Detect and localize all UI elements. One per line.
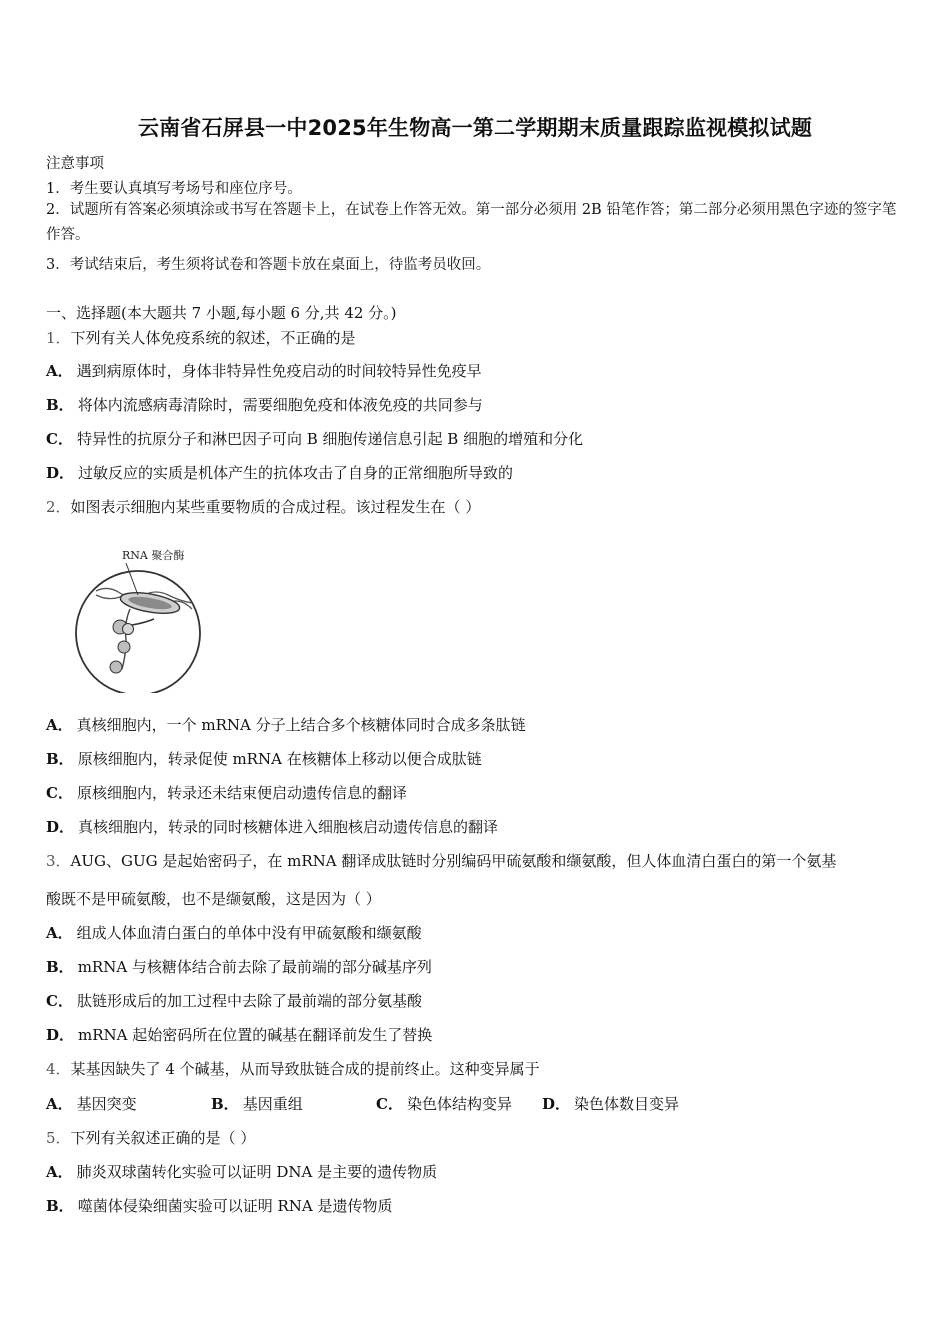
question-stem: 下列有关叙述正确的是（ ） bbox=[70, 1129, 256, 1147]
option-text: mRNA 起始密码所在位置的碱基在翻译前发生了替换 bbox=[78, 1026, 433, 1044]
option-text: 肽链形成后的加工过程中去除了最前端的部分氨基酸 bbox=[76, 992, 422, 1010]
question-number: 2． bbox=[46, 498, 71, 516]
option-text: 肺炎双球菌转化实验可以证明 DNA 是主要的遗传物质 bbox=[76, 1163, 438, 1181]
question-number: 4． bbox=[46, 1060, 71, 1078]
question-4 bbox=[46, 1058, 540, 1079]
option-label: C． bbox=[46, 784, 73, 802]
transcription-figure bbox=[68, 543, 208, 693]
option-text: 真核细胞内，转录的同时核糖体进入细胞核启动遗传信息的翻译 bbox=[78, 818, 499, 836]
option-label: B． bbox=[46, 1197, 74, 1215]
option-label: C． bbox=[46, 992, 73, 1010]
option-label: A． bbox=[46, 1095, 73, 1113]
figure-label: RNA 聚合酶 bbox=[122, 549, 185, 562]
q2-option-b[interactable] bbox=[46, 748, 482, 769]
notice-item-3: 3．考试结束后，考生须将试卷和答题卡放在桌面上，待监考员收回。 bbox=[46, 257, 491, 273]
option-label: D． bbox=[46, 818, 75, 836]
label-pointer bbox=[126, 563, 138, 595]
question-5 bbox=[46, 1127, 255, 1148]
q4-option-b[interactable] bbox=[211, 1093, 376, 1114]
question-number: 1． bbox=[46, 329, 71, 347]
ribosome-shape bbox=[118, 641, 130, 653]
q4-option-a[interactable] bbox=[46, 1093, 211, 1114]
page-title: 云南省石屏县一中2025年生物高一第二学期期末质量跟踪监视模拟试题 bbox=[137, 116, 813, 140]
q5-option-b[interactable] bbox=[46, 1195, 392, 1216]
section-heading: 一、选择题(本大题共 7 小题,每小题 6 分,共 42 分。) bbox=[46, 304, 397, 322]
option-label: C． bbox=[46, 430, 73, 448]
ribosome-shape bbox=[110, 661, 122, 673]
option-label: A． bbox=[46, 362, 73, 380]
question-stem: 如图表示细胞内某些重要物质的合成过程。该过程发生在（ ） bbox=[70, 498, 481, 516]
option-label: D． bbox=[46, 464, 75, 482]
option-label: A． bbox=[46, 716, 73, 734]
cell-outline bbox=[76, 571, 200, 693]
option-text: 过敏反应的实质是机体产生的抗体攻击了自身的正常细胞所导致的 bbox=[78, 464, 514, 482]
q5-option-a[interactable] bbox=[46, 1161, 437, 1182]
option-text: 真核细胞内，一个 mRNA 分子上结合多个核糖体同时合成多条肽链 bbox=[76, 716, 526, 734]
option-text: 组成人体血清白蛋白的单体中没有甲硫氨酸和缬氨酸 bbox=[76, 924, 422, 942]
q2-option-a[interactable] bbox=[46, 714, 526, 735]
option-label: B． bbox=[211, 1095, 239, 1113]
option-label: C． bbox=[376, 1095, 403, 1113]
option-text: 遇到病原体时，身体非特异性免疫启动的时间较特异性免疫早 bbox=[76, 362, 482, 380]
question-2 bbox=[46, 496, 480, 517]
option-text: mRNA 与核糖体结合前去除了最前端的部分碱基序列 bbox=[77, 958, 432, 976]
option-label: D． bbox=[542, 1095, 571, 1113]
q1-option-c[interactable] bbox=[46, 428, 583, 449]
option-text: 将体内流感病毒清除时，需要细胞免疫和体液免疫的共同参与 bbox=[77, 396, 483, 414]
option-text: 基因重组 bbox=[242, 1095, 303, 1113]
option-label: D． bbox=[46, 1026, 75, 1044]
question-stem: AUG、GUG 是起始密码子，在 mRNA 翻译成肽链时分别编码甲硫氨酸和缬氨酸，但人体血清白蛋白的第一个氨基 bbox=[70, 852, 837, 870]
option-label: B． bbox=[46, 750, 74, 768]
option-text: 染色体结构变异 bbox=[406, 1095, 512, 1113]
q2-option-d[interactable] bbox=[46, 816, 498, 837]
q1-option-b[interactable] bbox=[46, 394, 483, 415]
option-text: 基因突变 bbox=[76, 1095, 137, 1113]
q4-option-d[interactable] bbox=[542, 1093, 679, 1114]
option-text: 特异性的抗原分子和淋巴因子可向 B 细胞传递信息引起 B 细胞的增殖和分化 bbox=[76, 430, 584, 448]
option-label: A． bbox=[46, 924, 73, 942]
ribosome-shape bbox=[123, 624, 134, 635]
option-text: 噬菌体侵染细菌实验可以证明 RNA 是遗传物质 bbox=[77, 1197, 393, 1215]
q3-option-c[interactable] bbox=[46, 990, 422, 1011]
q3-option-a[interactable] bbox=[46, 922, 422, 943]
q3-option-b[interactable] bbox=[46, 956, 432, 977]
option-text: 染色体数目变异 bbox=[574, 1095, 680, 1113]
mrna-strand bbox=[122, 609, 130, 669]
notice-item-2: 2．试题所有答案必须填涂或书写在答题卡上，在试卷上作答无效。第一部分必须用 2B 铅笔作答；第二部分必须用黑色字迹的签字笔作答。 bbox=[46, 202, 897, 243]
question-3 bbox=[46, 850, 836, 871]
q1-option-a[interactable] bbox=[46, 360, 482, 381]
question-number: 5． bbox=[46, 1129, 71, 1147]
question-3-cont: 酸既不是甲硫氨酸，也不是缬氨酸，这是因为（ ） bbox=[46, 890, 381, 908]
q4-options-row bbox=[46, 1093, 679, 1114]
question-number: 3． bbox=[46, 852, 71, 870]
q2-option-c[interactable] bbox=[46, 782, 407, 803]
q3-option-d[interactable] bbox=[46, 1024, 432, 1045]
question-stem: 下列有关人体免疫系统的叙述，不正确的是 bbox=[70, 329, 356, 347]
question-stem: 某基因缺失了 4 个碱基，从而导致肽链合成的提前终止。这种变异属于 bbox=[70, 1060, 540, 1078]
option-label: B． bbox=[46, 958, 74, 976]
option-label: A． bbox=[46, 1163, 73, 1181]
q1-option-d[interactable] bbox=[46, 462, 513, 483]
peptide-chain bbox=[132, 619, 154, 625]
option-text: 原核细胞内，转录还未结束便启动遗传信息的翻译 bbox=[76, 784, 407, 802]
q4-option-c[interactable] bbox=[376, 1093, 542, 1114]
notice-item-1: 1．考生要认真填写考场号和座位序号。 bbox=[46, 181, 302, 197]
option-text: 原核细胞内，转录促使 mRNA 在核糖体上移动以便合成肽链 bbox=[77, 750, 482, 768]
notice-heading: 注意事项 bbox=[46, 156, 104, 172]
cell-diagram bbox=[68, 543, 208, 693]
option-label: B． bbox=[46, 396, 74, 414]
question-1 bbox=[46, 327, 356, 348]
